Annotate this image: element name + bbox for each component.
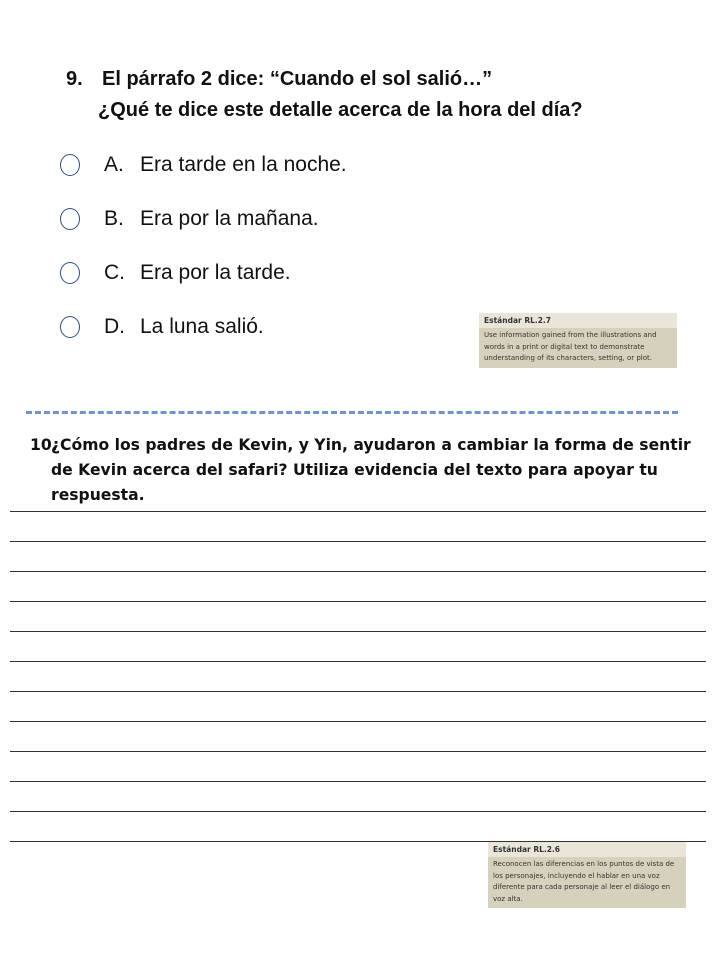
option-b-letter: B.	[104, 207, 124, 230]
option-a[interactable]	[60, 153, 347, 177]
standard-description: Reconocen las diferencias en los puntos de vista de los personajes, incluyendo el hablar en una voz diferente para cada personaje al leer el diálogo en voz alta.	[488, 857, 686, 908]
option-d-text: La luna salió.	[140, 315, 264, 338]
standard-description: Use information gained from the illustrations and words in a print or digital text to demonstrate understanding of its characters, setting, or plot.	[479, 328, 677, 368]
answer-line[interactable]	[10, 631, 706, 632]
question-9-line2: ¿Qué te dice este detalle acerca de la hora del día?	[98, 99, 583, 121]
standard-box-rl-2-6	[488, 842, 686, 908]
option-b-text: Era por la mañana.	[140, 207, 319, 230]
question-9-prompt	[66, 68, 583, 91]
answer-line[interactable]	[10, 601, 706, 602]
answer-line[interactable]	[10, 781, 706, 782]
answer-line[interactable]	[10, 571, 706, 572]
radio-circle-icon[interactable]	[60, 208, 80, 230]
radio-circle-icon[interactable]	[60, 154, 80, 176]
option-c[interactable]	[60, 261, 291, 285]
answer-line[interactable]	[10, 721, 706, 722]
option-a-text: Era tarde en la noche.	[140, 153, 347, 176]
standard-box-rl-2-7	[479, 313, 677, 368]
answer-line[interactable]	[10, 811, 706, 812]
question-10-number: 10.	[30, 436, 58, 454]
question-9-line1: El párrafo 2 dice: “Cuando el sol salió…”	[102, 68, 493, 90]
option-b[interactable]	[60, 207, 319, 231]
answer-line[interactable]	[10, 541, 706, 542]
answer-line[interactable]	[10, 751, 706, 752]
question-9	[66, 68, 583, 122]
question-10-text: ¿Cómo los padres de Kevin, y Yin, ayudaron a cambiar la forma de sentir de Kevin acerca del safari? Utiliza evidencia del texto para apoyar tu respuesta.	[51, 436, 691, 504]
option-d-letter: D.	[104, 315, 125, 338]
standard-title: Estándar RL.2.6	[488, 842, 686, 857]
answer-line[interactable]	[10, 661, 706, 662]
option-c-text: Era por la tarde.	[140, 261, 291, 284]
question-9-number: 9.	[66, 68, 83, 90]
section-divider	[26, 411, 678, 414]
standard-title: Estándar RL.2.7	[479, 313, 677, 328]
option-d[interactable]	[60, 315, 264, 339]
answer-line[interactable]	[10, 511, 706, 512]
answer-line[interactable]	[10, 691, 706, 692]
option-c-letter: C.	[104, 261, 125, 284]
question-10	[30, 433, 702, 508]
option-a-letter: A.	[104, 153, 124, 176]
radio-circle-icon[interactable]	[60, 316, 80, 338]
radio-circle-icon[interactable]	[60, 262, 80, 284]
